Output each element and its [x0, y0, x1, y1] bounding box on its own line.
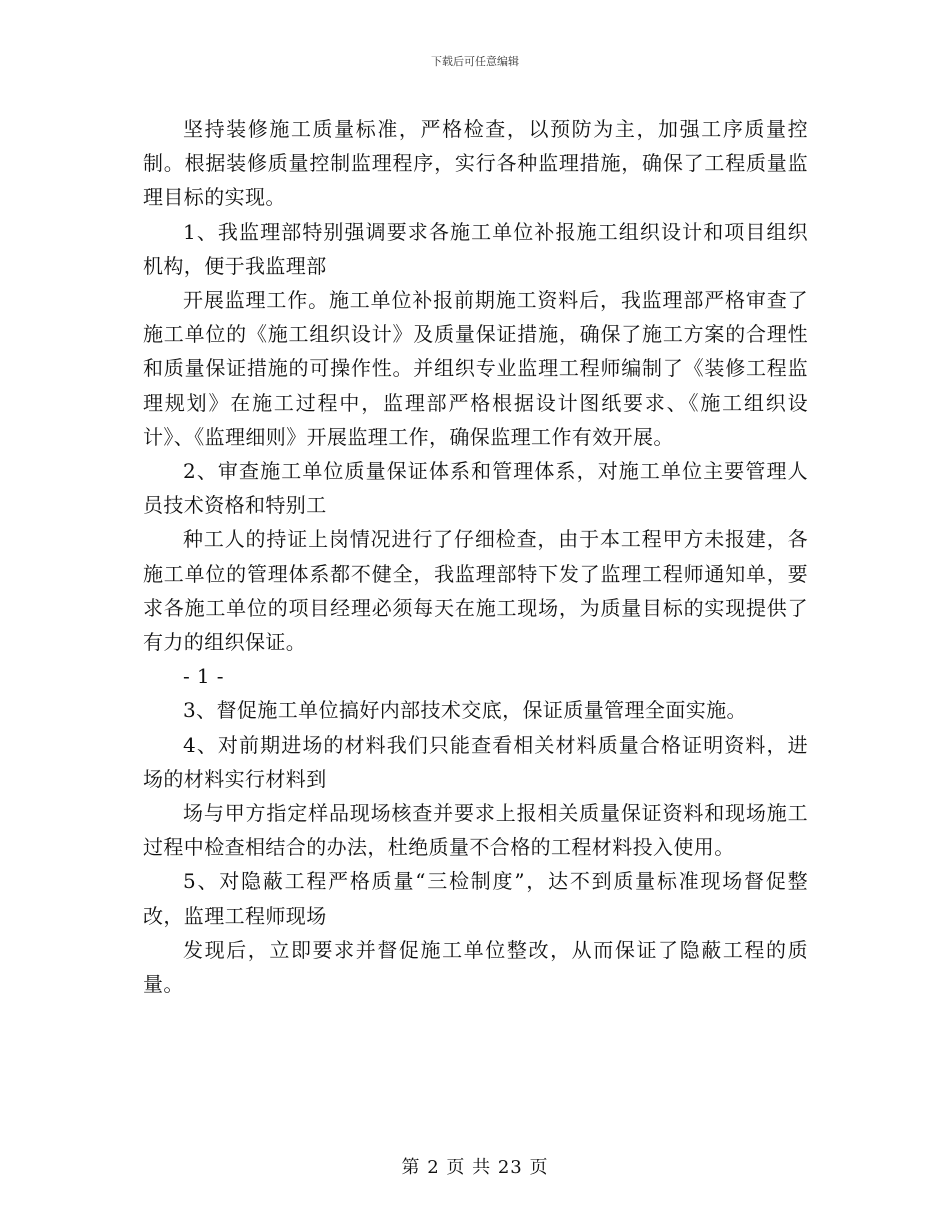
inline-page-marker: - 1 -: [183, 664, 224, 689]
header-note: 下载后可任意编辑: [431, 55, 519, 68]
paragraph-item-4: 4、对前期进场的材料我们只能查看相关材料质量合格证明资料，进场的材料实行材料到: [143, 732, 808, 791]
paragraph-item-5-continued: 发现后，立即要求并督促施工单位整改，从而保证了隐蔽工程的质量。: [143, 937, 808, 997]
page-footer: 第 2 页 共 23 页: [401, 1157, 549, 1178]
paragraph-item-1-continued: 开展监理工作。施工单位补报前期施工资料后，我监理部严格审查了施工单位的《施工组织设计》及质量保证措施，确保了施工方案的合理性和质量保证措施的可操作性。并组织专业监理工程师编制了《装修工程监理规划》在施工过程中，监理部严格根据设计图纸要求、《施工组织设计》、《监理细则》开展监理工作，确保监理工作有效开展。: [143, 288, 808, 449]
document-body: [143, 112, 808, 1001]
paragraph-item-4-continued: 场与甲方指定样品现场核查并要求上报相关质量保证资料和现场施工过程中检查相结合的办法，杜绝质量不合格的工程材料投入使用。: [143, 801, 808, 860]
paragraph-intro: 坚持装修施工质量标准，严格检查，以预防为主，加强工序质量控制。根据装修质量控制监理程序，实行各种监理措施，确保了工程质量监理目标的实现。: [143, 117, 808, 210]
paragraph-item-3: 3、督促施工单位搞好内部技术交底，保证质量管理全面实施。: [183, 698, 747, 723]
paragraph-item-2: 2、审查施工单位质量保证体系和管理体系，对施工单位主要管理人员技术资格和特别工: [143, 459, 808, 518]
paragraph-item-1: 1、我监理部特别强调要求各施工单位补报施工组织设计和项目组织机构，便于我监理部: [143, 219, 808, 278]
paragraph-item-5: 5、对隐蔽工程严格质量“三检制度”，达不到质量标准现场督促整改，监理工程师现场: [143, 869, 808, 928]
paragraph-item-2-continued: 种工人的持证上岗情况进行了仔细检查，由于本工程甲方未报建，各施工单位的管理体系都不健全，我监理部特下发了监理工程师通知单，要求各施工单位的项目经理必须每天在施工现场，为质量目标的实现提供了有力的组织保证。: [143, 527, 808, 655]
